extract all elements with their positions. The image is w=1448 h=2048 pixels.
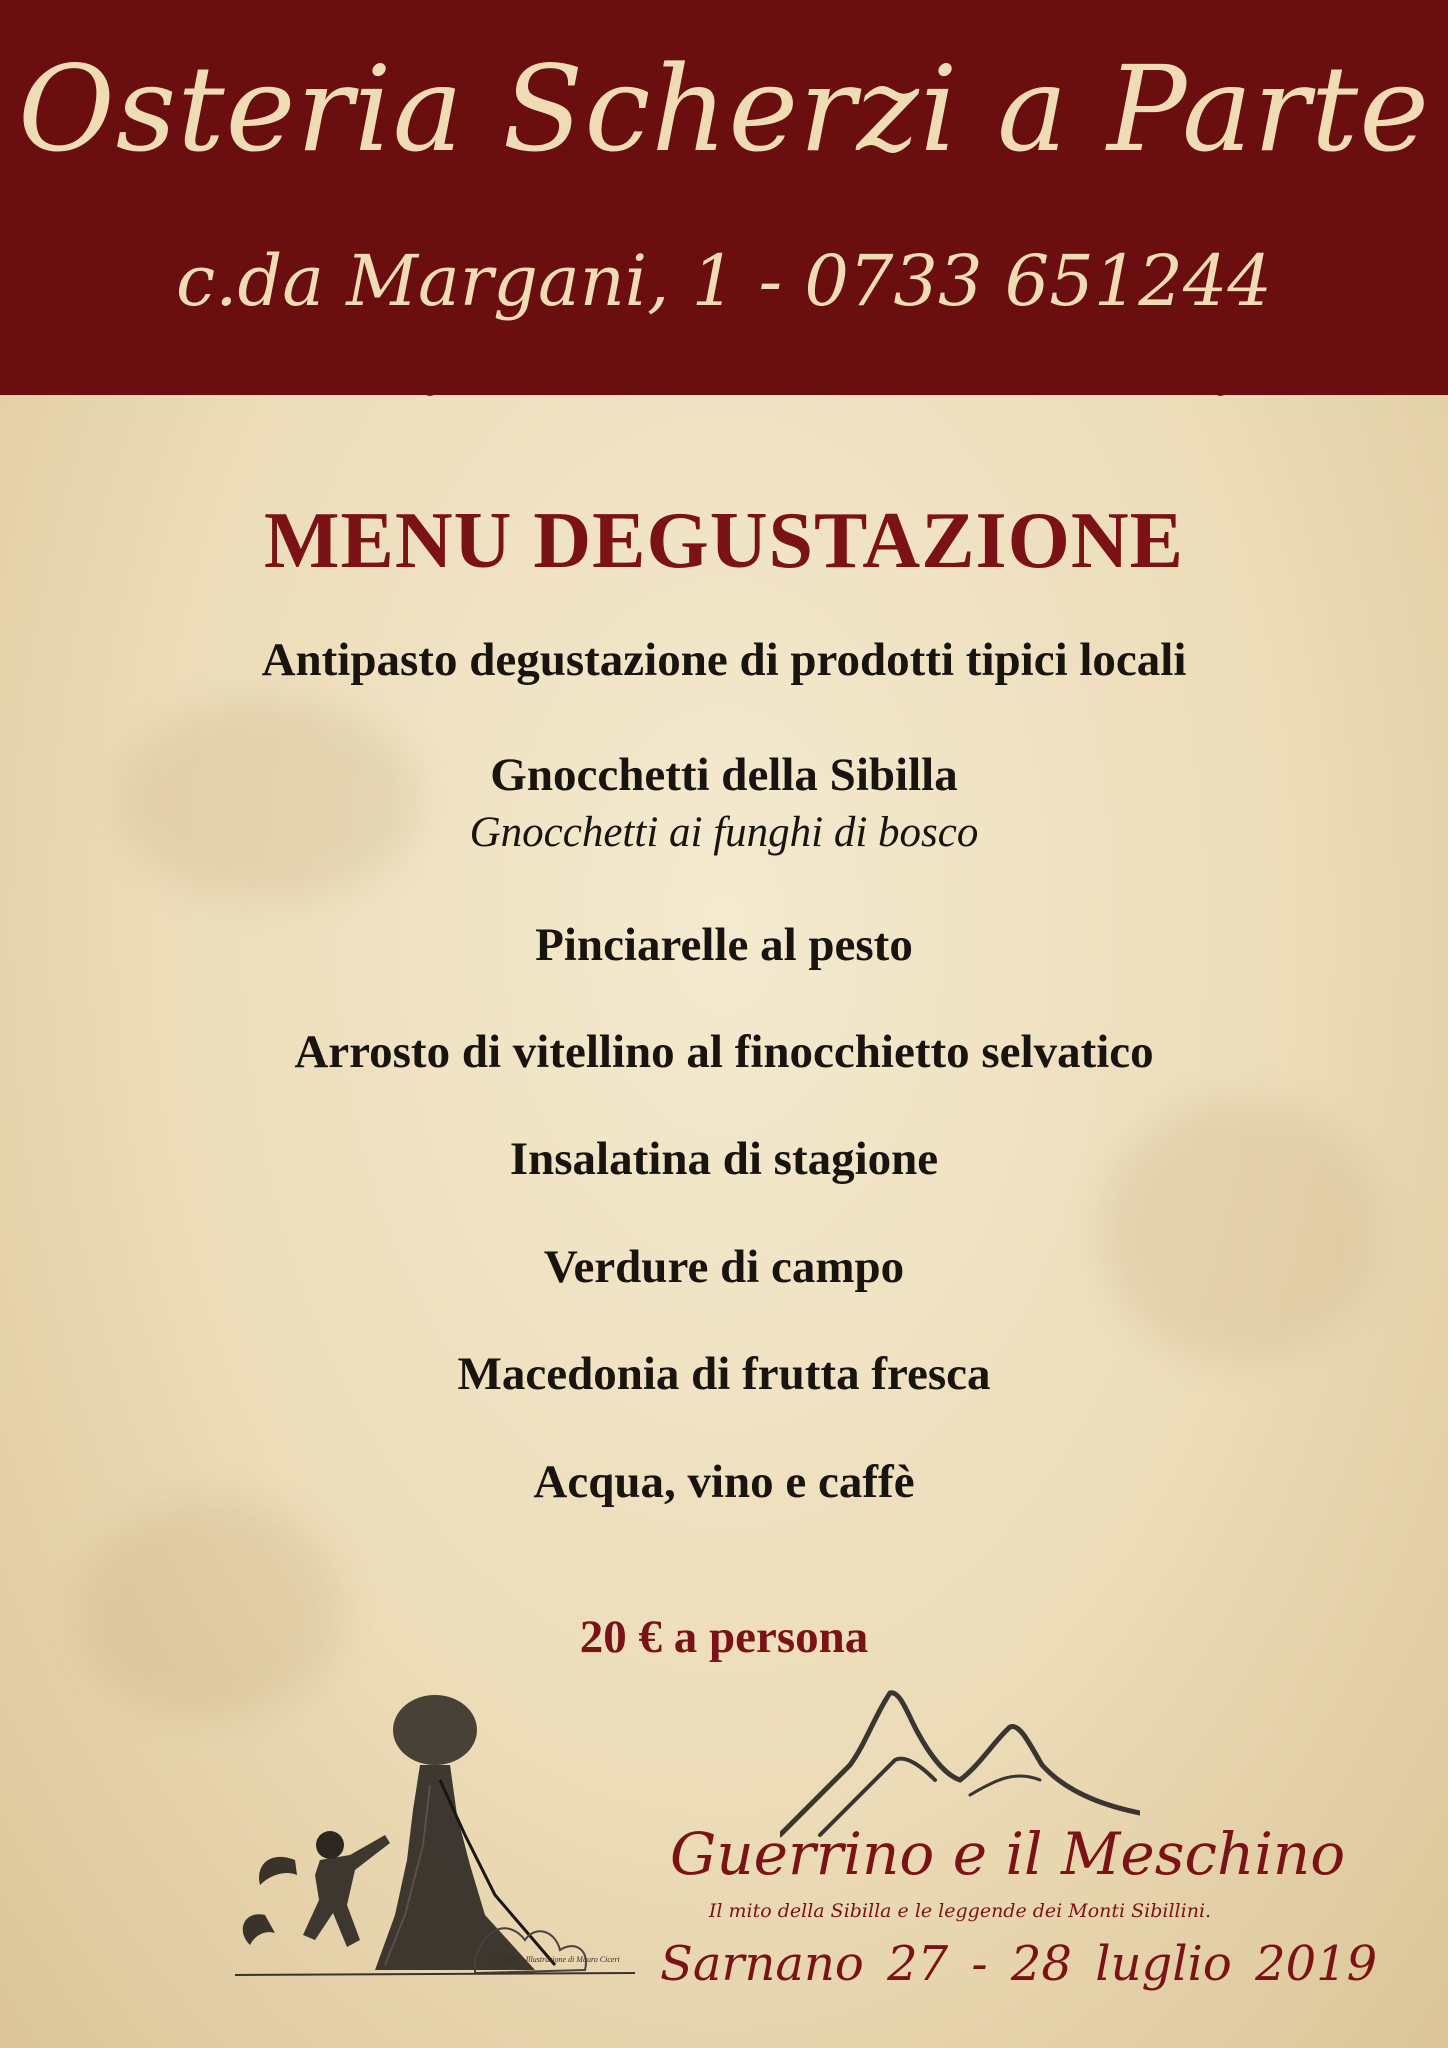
illustration-credit: © Sibilla - Illustrazione di Mauro Ciceri bbox=[490, 1955, 620, 1964]
menu-item-antipasto: Antipasto degustazione di prodotti tipici locali bbox=[261, 634, 1187, 686]
menu-item-verdure: Verdure di campo bbox=[543, 1241, 905, 1293]
restaurant-address-phone: c.da Margani, 1 - 0733 651244 bbox=[176, 240, 1272, 322]
menu-item-arrosto: Arrosto di vitellino al finocchietto selvatico bbox=[294, 1026, 1154, 1078]
event-dates: 27 - 28 luglio 2019 bbox=[887, 1936, 1378, 1992]
menu-price: 20 € a persona bbox=[579, 1611, 869, 1663]
menu-item-bevande: Acqua, vino e caffè bbox=[533, 1456, 915, 1508]
sibilla-illustration-icon bbox=[235, 1685, 635, 1985]
event-place: Sarnano bbox=[660, 1936, 864, 1992]
event-place-date bbox=[660, 1936, 1378, 1992]
menu-item-insalatina: Insalatina di stagione bbox=[509, 1133, 939, 1185]
restaurant-name: Osteria Scherzi a Parte bbox=[17, 40, 1431, 178]
header-band bbox=[0, 0, 1448, 395]
event-title: Guerrino e il Meschino bbox=[670, 1820, 1346, 1888]
menu-item-gnocchetti-description: Gnocchetti ai funghi di bosco bbox=[469, 809, 979, 856]
menu-title: MENU DEGUSTAZIONE bbox=[263, 497, 1185, 585]
menu-item-pinciarelle: Pinciarelle al pesto bbox=[535, 919, 913, 971]
torn-edge bbox=[0, 370, 1448, 410]
event-subtitle: Il mito della Sibilla e le leggende dei Monti Sibillini. bbox=[708, 1900, 1212, 1922]
menu-item-macedonia: Macedonia di frutta fresca bbox=[457, 1348, 991, 1400]
menu-item-gnocchetti: Gnocchetti della Sibilla bbox=[490, 749, 958, 801]
